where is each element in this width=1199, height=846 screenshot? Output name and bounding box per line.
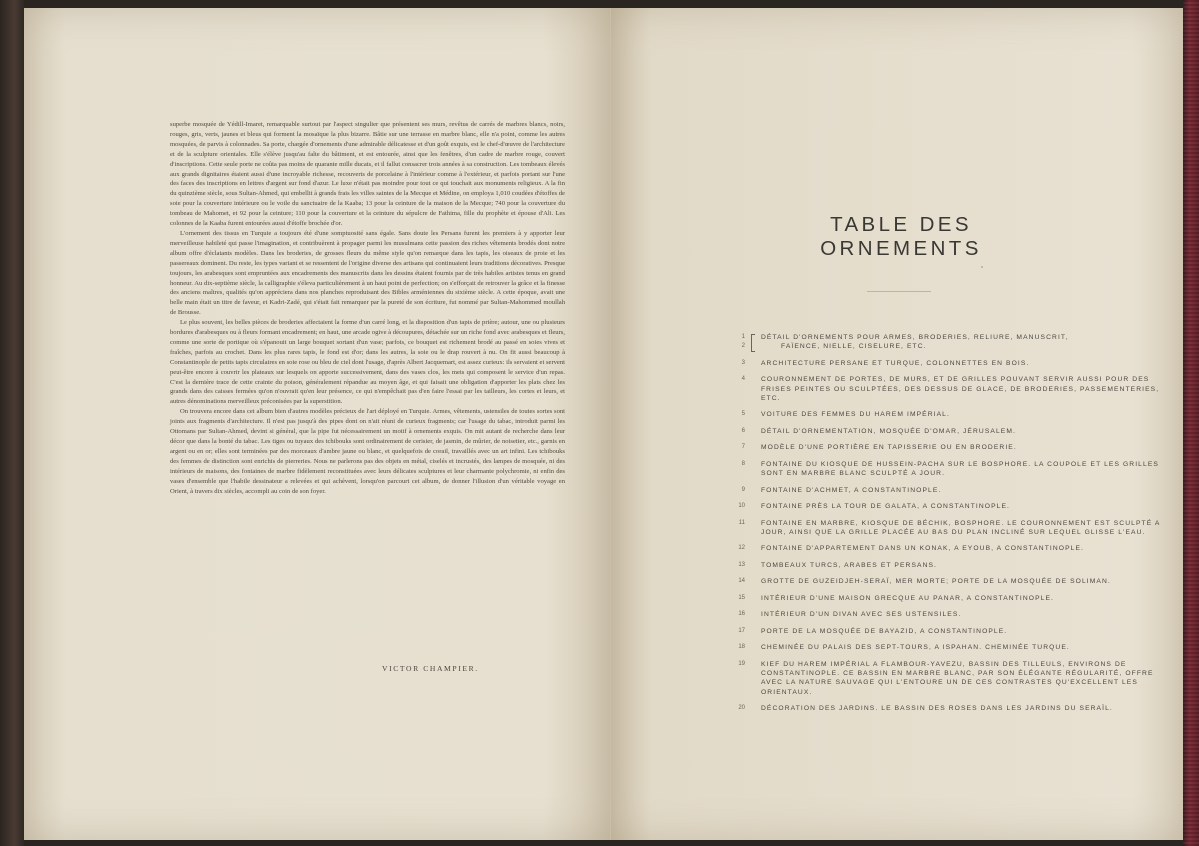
plate-description-line: MODÈLE D'UNE PORTIÈRE EN TAPISSERIE OU EN BRODERIE.	[761, 444, 1017, 452]
paper-speck	[981, 266, 983, 268]
plate-description-line: VOITURE DES FEMMES DU HAREM IMPÉRIAL.	[761, 411, 950, 419]
plate-description-line: CHEMINÉE DU PALAIS DES SEPT-TOURS, A ISPAHAN. CHEMINÉE TURQUE.	[761, 644, 1070, 652]
plate-description-line: FONTAINE D'ACHMET, A CONSTANTINOPLE.	[761, 486, 942, 494]
plate-description	[761, 486, 1166, 495]
plate-description-line: TOMBEAUX TURCS, ARABES ET PERSANS.	[761, 561, 938, 569]
plate-number: 10	[738, 503, 745, 510]
plate-description	[761, 410, 1166, 419]
plate-number: 18	[738, 644, 745, 651]
plate-number: 15	[738, 594, 745, 601]
plate-description-continuation: FAÏENCE, NIELLE, CISELURE, ETC.	[781, 343, 927, 351]
author-signature: VICTOR CHAMPIER.	[382, 664, 479, 673]
plate-description-line: FONTAINE EN MARBRE, KIOSQUE DE BÉCHIK, BOSPHORE. LE COURONNEMENT EST SCULPTÉ A JOUR, AINSI QUE LA GRILLE PLACÉE AU BAS DU PLAN INCLINÉ SUR LEQUEL GLISSE L'EAU.	[761, 519, 1161, 536]
toc-entry	[731, 375, 1166, 403]
toc-entry	[731, 660, 1166, 697]
plate-description	[761, 704, 1166, 713]
plate-number: 6	[741, 427, 745, 434]
toc-entry	[731, 443, 1166, 452]
left-page	[24, 8, 611, 840]
plate-description-line: PORTE DE LA MOSQUÉE DE BAYAZID, A CONSTANTINOPLE.	[761, 627, 1008, 635]
toc-entry	[731, 577, 1166, 586]
plate-description	[761, 443, 1166, 452]
plate-description	[761, 460, 1166, 479]
plate-description	[761, 627, 1166, 636]
plate-number: 17	[738, 627, 745, 634]
plate-description	[761, 427, 1166, 436]
paragraph-1: superbe mosquée de Yédill-Imaret, remarquable surtout par l'aspect singulier que présentent ses murs, revêtus de carrés de marbres blancs, noirs, rouges, gris, verts, jaunes et bleus qui forment la mosaïque la plus bizarre. Bâtie sur une terrasse en marbre blanc, elle n'a point, comme les autres mosquées, de parvis à colonnades. Sa porte, chargée d'ornements d'une admirable délicatesse et d'un goût exquis, est le chef-d'œuvre de l'architecture et de la sculpture orientales. Elle s'élève jusqu'au faîte du bâtiment, et est entourée, ainsi que les fenêtres, d'un cadre de marbre rouge, couvert d'inscriptions. Cette seule porte ne coûta pas moins de quarante mille ducats, et il fallut consacrer trois années à sa construction. Les tombeaux élevés aux grands dignitaires étaient aussi d'une incroyable richesse, recouverts de porcelaine à l'intérieur comme à l'extérieur, et parfois portant sur l'une des faces des inscriptions en lettres d'argent sur fond d'azur. Le luxe n'était pas moindre pour tout ce qui touchait aux monuments religieux. A la fin du quinzième siècle, sous Sultan-Ahmed, qui embellit à grands frais les villes saintes de la Mecque et Médine, on employa 1,010 coudées d'étoffes de soie pour la couverture intérieure ou le voile du sanctuaire de la Kaaba; 13 pour la ceinture de la maison de la Mecque; 740 pour la couverture du tombeau de Mahomet, et 92 pour la ceinture; 110 pour la couverture et la ceinture du sépulcre de Fathima, fille du prophète et épouse d'Ali. Les colonnes de la Kaaba furent entourées aussi d'étoffe brochée d'or.	[170, 121, 565, 228]
toc-entry	[731, 561, 1166, 570]
plate-description	[761, 333, 1166, 352]
plate-description	[761, 359, 1166, 368]
plate-description-line: INTÉRIEUR D'UN DIVAN AVEC SES USTENSILES.	[761, 611, 962, 619]
plate-description-line: DÉCORATION DES JARDINS. LE BASSIN DES ROSES DANS LES JARDINS DU SERAÏL.	[761, 705, 1113, 713]
paragraph-3: Le plus souvent, les belles pièces de broderies affectaient la forme d'un carré long, et la disposition d'un tapis de prière; autour, une ou plusieurs bordures d'arabesques ou à fleurs formant encadrement; en haut, une arcade ogive à découpures, détachée sur un riche fond avec arabesques et fleurs, comme une sorte de portique où s'épanouit un large bouquet sortant d'un vase; parfois, ce bouquet est richement brodé au passé en soies vives et fraîches, parfois au crochet. Dans les plus rares tapis, le fond est d'or; dans les autres, la soie ou le drap rouvert à nu. On fit aussi beaucoup à Constantinople de petits tapis circulaires en soie rose ou bleu de ciel dont l'usage, d'après Albert Jacquemart, est assez curieux: ils servaient et servent peut-être encore à couvrir les plateaux sur lesquels on apporte successivement, dans des vases clos, les mets qui composent le service d'un repas. C'est la dernière trace de cette crainte du poison, généralement répandue au moyen âge, et qui faisait une obligation d'apporter les plats chez les grands dans des caisses fermées qu'on n'ouvrait qu'en leur présence, ce qui n'empêchait pas d'en faire l'essai par les tailleurs, les cortes et leurs, et autres dénominations merveilleux préconisées par la superstition.	[170, 319, 565, 406]
toc-entry	[731, 460, 1166, 479]
toc-entry	[731, 486, 1166, 495]
plate-number: 13	[738, 561, 745, 568]
plate-description-line: DÉTAIL D'ORNEMENTATION, MOSQUÉE D'OMAR, JÉRUSALEM.	[761, 427, 1016, 435]
plate-number: 7	[741, 444, 745, 451]
toc-entry	[731, 643, 1166, 652]
plate-description-line: KIEF DU HAREM IMPÉRIAL A FLAMBOUR-YAVEZU, BASSIN DES TILLEULS, ENVIRONS DE CONSTANTINOPLE. CE BASSIN EN MARBRE BLANC, PAR SON ÉLÉGANTE RÉGULARITÉ, OFFRE AVEC LA NATURE SAUVAGE QUI L'ENTOURE UN DE CES CONTRASTES QU'EXCELLENT LES ORIENTAUX.	[761, 660, 1154, 696]
toc-entry	[731, 519, 1166, 538]
plate-description-line: FONTAINE D'APPARTEMENT DANS UN KONAK, A EYOUB, A CONSTANTINOPLE.	[761, 545, 1084, 553]
plate-number: 3	[741, 359, 745, 366]
plate-description	[761, 643, 1166, 652]
toc-entry	[731, 594, 1166, 603]
toc-entry	[731, 704, 1166, 713]
essay-text	[170, 120, 565, 496]
toc-entry	[731, 410, 1166, 419]
page-title: TABLE DES ORNEMENTS	[820, 213, 982, 260]
plate-description	[761, 610, 1166, 619]
plate-number: 12	[738, 545, 745, 552]
plate-number: 8	[741, 460, 745, 467]
table-of-ornaments	[731, 333, 1166, 721]
plate-description	[761, 519, 1166, 538]
toc-entry	[731, 427, 1166, 436]
plate-description	[761, 561, 1166, 570]
plate-description-line: FONTAINE DU KIOSQUE DE HUSSEIN-PACHA SUR LE BOSPHORE. LA COUPOLE ET LES GRILLES SONT EN MARBRE BLANC SCULPTÉ A JOUR.	[761, 460, 1159, 478]
plate-number: 20	[738, 705, 745, 712]
toc-entry	[731, 544, 1166, 553]
plate-number: 19	[738, 660, 745, 667]
plate-number: 11	[738, 519, 745, 526]
plate-description-line: COURONNEMENT DE PORTES, DE MURS, ET DE GRILLES POUVANT SERVIR AUSSI POUR DES FRISES PEINTES OU SCULPTÉES, DES DESSUS DE GLACE, DE BRODERIES, PASSEMENTERIES, ETC.	[761, 376, 1160, 402]
toc-entry	[731, 502, 1166, 511]
plate-description	[761, 544, 1166, 553]
paragraph-2: L'ornement des tissus en Turquie a toujours été d'une somptuosité sans égale. Sans doute les Persans furent les premiers à y apporter leur merveilleuse habileté qui passe l'imagination, et contribuèrent à propager parmi les musulmans cette passion des riches vêtements brodés dont notre album offre d'éclatants modèles. Dans les broderies, de grosses fleurs du même style qu'on remarque dans les tapis, les oiseaux de proie et les passereaux dominent. Du reste, les types variant et se ressentent de l'origine diverse des artisans qui continuaient leurs traditions décoratives. Presque toujours, les arabesques sont empruntées aux encadrements des manuscrits dans les dessins étaient fournis par de très habiles artistes tenus en grand honneur. Au dix-septième siècle, la calligraphie s'éleva particulièrement à un haut point de perfection; on s'efforçait de retrouver la grâce et la finesse des anciens maîtres, qualités qu'on appréciera dans nos planches reproduisant des Bibles arméniennes du sixième siècle. A cette époque, avait une belle main était un titre de faveur, et Kadri-Zadé, qui s'était fait remarquer par la pureté de son écriture, fut nommé par Sultan-Mahommed moullah de Brousse.	[170, 229, 565, 317]
plate-description-line: INTÉRIEUR D'UNE MAISON GRECQUE AU PANAR, A CONSTANTINOPLE.	[761, 594, 1054, 602]
right-page	[611, 8, 1183, 840]
plate-number: 9	[741, 486, 745, 493]
paragraph-4: On trouvera encore dans cet album bien d'autres modèles précieux de l'art déployé en Turquie. Armes, vêtements, ustensiles de toutes sortes sont joints aux fragments d'architecture. Il n'est pas jusqu'à des pipes dont on n'ait réuni de curieux fragments; car l'usage du tabac, introduit parmi les Ottomans par Sultan-Ahmed, devint si général, que la pipe fut nécessairement un motif à ornements exquis. On mit autant de recherche dans leur décor que dans la bonté du tabac. Les tiges ou tuyaux des tchibouks sont ordinairement de cerisier, de jasmin, de mûrier, de noisetier, etc., garnis en argent ou en or; elles sont terminées par des morceaux d'ambre jaune ou blanc, et quelquefois de corail, travaillés avec un art infini. Les tchibouks des femmes de distinction sont enrichis de pierreries. Nous ne parlerons pas des objets en métal, ciselés et incrustés, des lampes de mosquée, ni des intérieurs de maisons, des fontaines de marbre fidèlement reconstituées avec leurs délicates sculptures et leur charmante polychromie, ni enfin des vases d'ensemble que l'habile dessinateur a relevées et qui achèvent, lorsqu'on parcourt cet album, de donner l'illusion d'un véritable voyage en Orient, à travers dix siècles, accompli au coin de son foyer.	[170, 408, 565, 495]
plate-number: 1	[741, 334, 745, 340]
plate-description	[761, 502, 1166, 511]
plate-number: 5	[741, 411, 745, 418]
toc-entry	[731, 359, 1166, 368]
left-book-edge	[0, 0, 24, 846]
plate-description	[761, 660, 1166, 697]
plate-number: 14	[738, 578, 745, 585]
toc-entry	[731, 610, 1166, 619]
plate-description-line: DÉTAIL D'ORNEMENTS POUR ARMES, BRODERIES, RELIURE, MANUSCRIT,	[761, 334, 1069, 341]
title-divider	[867, 291, 931, 292]
plate-number: 16	[738, 611, 745, 618]
plate-description	[761, 594, 1166, 603]
brace-mark	[751, 334, 755, 352]
plate-description-line: FONTAINE PRÈS LA TOUR DE GALATA, A CONSTANTINOPLE.	[761, 503, 1010, 511]
plate-description-line: GROTTE DE GUZEIDJEH-SERAÏ, MER MORTE; PORTE DE LA MOSQUÉE DE SOLIMAN.	[761, 578, 1111, 586]
toc-entry	[731, 333, 1166, 352]
plate-description	[761, 375, 1166, 403]
plate-number: 4	[741, 376, 745, 383]
red-cloth-binding	[1183, 0, 1199, 846]
plate-description-line: ARCHITECTURE PERSANE ET TURQUE, COLONNETTES EN BOIS.	[761, 359, 1030, 367]
plate-number: 2	[741, 343, 745, 350]
toc-entry	[731, 627, 1166, 636]
plate-description	[761, 577, 1166, 586]
